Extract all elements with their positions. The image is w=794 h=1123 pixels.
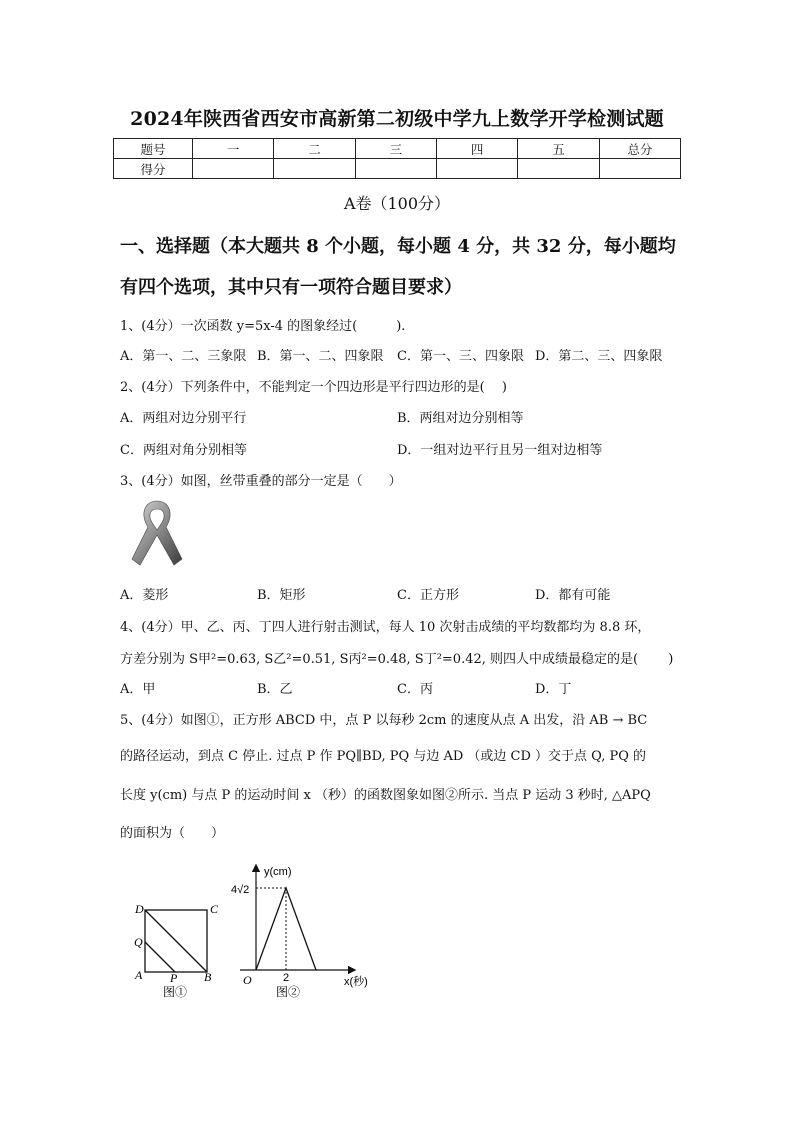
table-cell: 题号 [114, 139, 193, 159]
q2-option-b[interactable]: B．两组对边分别相等 [397, 411, 524, 426]
question-5-stem-line2: 的路径运动，到点 C 停止. 过点 P 作 PQ∥BD, PQ 与边 AD （或边 CD ）交于点 Q, PQ 的 [120, 749, 646, 764]
question-4-stem-line1: 4、(4分）甲、乙、丙、丁四人进行射击测试，每人 10 次射击成绩的平均数都均为 8.8 环， [120, 620, 651, 635]
q1-option-d[interactable]: D．第二、三、四象限 [535, 349, 663, 364]
score-table [113, 138, 681, 179]
table-cell: 得分 [114, 159, 193, 179]
figure1-caption: 图① [163, 985, 188, 999]
q4-option-a[interactable]: A．甲 [120, 682, 156, 697]
table-cell: 五 [518, 139, 599, 159]
section-heading-line2: 有四个选项，其中只有一项符合题目要求） [120, 277, 462, 298]
ribbon-figure [128, 497, 186, 569]
table-cell: 四 [436, 139, 517, 159]
label-a: A [135, 968, 143, 982]
table-cell: 二 [274, 139, 355, 159]
q1-option-b[interactable]: B．第一、二、四象限 [257, 349, 384, 364]
figure2-caption: 图② [276, 985, 301, 999]
figure-square-abcd [130, 895, 225, 1005]
q4-option-b[interactable]: B．乙 [257, 682, 293, 697]
q3-option-a[interactable]: A．菱形 [120, 588, 169, 603]
score-input-cell[interactable] [193, 159, 274, 179]
q1-option-c[interactable]: C．第一、三、四象限 [397, 349, 524, 364]
diagonal-bd [145, 910, 207, 972]
section-heading-line1: 一、选择题（本大题共 8 个小题，每小题 4 分，共 32 分，每小题均 [120, 236, 676, 257]
question-4-stem-line2: 方差分别为 S甲²=0.63, S乙²=0.51, S丙²=0.48, S丁²=0.42, 则四人中成绩最稳定的是( ) [120, 652, 674, 667]
label-p: P [170, 971, 178, 985]
question-5-stem-line3: 长度 y(cm) 与点 P 的运动时间 x （秒）的函数图象如图②所示. 当点 P 运动 3 秒时, △APQ [120, 788, 651, 803]
score-input-cell[interactable] [518, 159, 599, 179]
question-5-stem-line1: 5、(4分）如图①，正方形 ABCD 中，点 P 以每秒 2cm 的速度从点 A 出发，沿 AB → BC [120, 713, 648, 728]
score-input-cell[interactable] [436, 159, 517, 179]
label-c: C [210, 902, 219, 916]
q3-option-d[interactable]: D．都有可能 [535, 588, 611, 603]
question-3-stem: 3、(4分）如图，丝带重叠的部分一定是（ ） [120, 474, 402, 489]
table-cell: 一 [193, 139, 274, 159]
q4-option-d[interactable]: D．丁 [535, 682, 572, 697]
score-table-score-row [114, 159, 681, 179]
label-d: D [135, 902, 144, 916]
score-table-header-row [114, 139, 681, 159]
x-axis-label: x(秒) [344, 976, 368, 988]
segment-pq [145, 942, 175, 972]
y-tick-label: 4√2 [231, 884, 250, 896]
q2-option-d[interactable]: D．一组对边平行且另一组对边相等 [397, 443, 603, 458]
question-1-stem: 1、(4分）一次函数 y=5x-4 的图象经过( ). [120, 319, 406, 334]
q2-option-a[interactable]: A．两组对边分别平行 [120, 411, 247, 426]
q1-option-a[interactable]: A．第一、二、三象限 [120, 349, 247, 364]
table-cell: 总分 [599, 139, 680, 159]
origin-label: O [243, 973, 252, 987]
score-input-cell[interactable] [599, 159, 680, 179]
y-axis-label: y(cm) [264, 866, 292, 878]
label-q: Q [134, 935, 143, 949]
question-2-stem: 2、(4分）下列条件中，不能判定一个四边形是平行四边形的是( ) [120, 380, 507, 395]
score-input-cell[interactable] [274, 159, 355, 179]
label-b: B [204, 970, 212, 984]
volume-label: A卷（100分） [343, 194, 451, 213]
q4-option-c[interactable]: C．丙 [397, 682, 433, 697]
ribbon-shape [132, 501, 182, 565]
q2-option-c[interactable]: C．两组对角分别相等 [120, 443, 247, 458]
x-tick-label: 2 [283, 972, 290, 984]
question-5-stem-line4: 的面积为（ ） [120, 826, 225, 841]
figure-function-graph [228, 858, 386, 1006]
score-input-cell[interactable] [355, 159, 436, 179]
table-cell: 三 [355, 139, 436, 159]
q3-option-c[interactable]: C．正方形 [397, 588, 459, 603]
page-title: 2024年陕西省西安市高新第二初级中学九上数学开学检测试题 [130, 108, 664, 130]
q3-option-b[interactable]: B．矩形 [257, 588, 306, 603]
